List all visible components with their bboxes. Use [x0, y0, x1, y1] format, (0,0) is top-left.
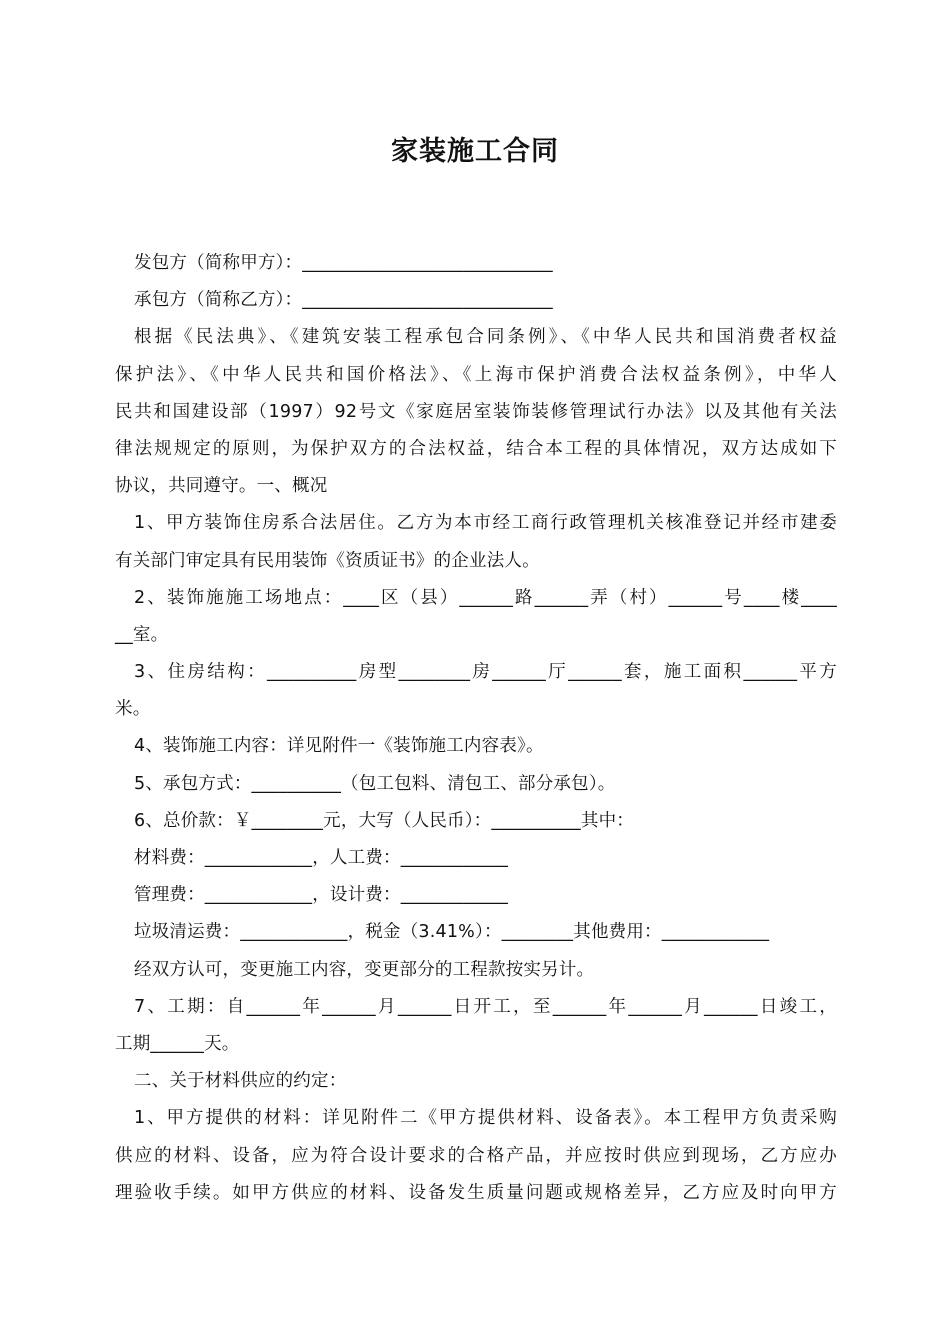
contract-body — [115, 245, 837, 1212]
clause-2-line-2: __室。 — [115, 624, 169, 645]
clause-1-line-2: 有关部门审定具有民用装饰《资质证书》的企业法人。 — [115, 550, 540, 571]
clause-6-line: 6、总价款：￥________元，大写（人民币）：__________其中： — [134, 810, 634, 831]
management-fee-line: 管理费：____________，设计费：____________ — [134, 885, 509, 906]
clause-4-line: 4、装饰施工内容：详见附件一《装饰施工内容表》。 — [134, 736, 544, 757]
clause-2-line-1: 2、装饰施施工场地点：____区（县）______路______弄（村）______号____楼____ — [134, 587, 837, 608]
party-a-line: 发包方（简称甲方）：____________________________ — [134, 253, 553, 273]
clause-1-line-1: 1、甲方装饰住房系合法居住。乙方为本市经工商行政管理机关核准登记并经市建委 — [134, 513, 837, 534]
material-fee-line: 材料费：____________，人工费：____________ — [134, 848, 509, 868]
preamble-line-2: 保护法》、《中华人民共和国价格法》、《上海市保护消费合法权益条例》，中华人 — [115, 364, 837, 385]
clause-5-line: 5、承包方式：__________（包工包料、清包工、部分承包）。 — [134, 773, 616, 794]
clause-7-line-2: 工期______天。 — [115, 1033, 240, 1054]
section-2-heading: 二、关于材料供应的约定： — [134, 1071, 347, 1092]
section-2-clause-1-line-1: 1、甲方提供的材料：详见附件二《甲方提供材料、设备表》。本工程甲方负责采购 — [134, 1108, 837, 1129]
preamble-line-5: 协议，共同遵守。一、概况 — [115, 476, 328, 497]
variation-line: 经双方认可，变更施工内容，变更部分的工程款按实另计。 — [134, 959, 595, 980]
document-title: 家装施工合同 — [391, 136, 559, 167]
preamble-line-3: 民共和国建设部（1997）92号文《家庭居室装饰装修管理试行办法》以及其他有关法 — [115, 401, 837, 422]
section-2-clause-1-line-3: 理验收手续。如甲方供应的材料、设备发生质量问题或规格差异，乙方应及时向甲方 — [115, 1182, 837, 1203]
waste-fee-line: 垃圾清运费：____________，税金（3.41%）：________其他费用：____________ — [134, 922, 770, 943]
clause-7-line-1: 7、工期：自______年______月______日开工，至______年______月______日竣工， — [134, 996, 837, 1017]
preamble-line-1: 根据《民法典》、《建筑安装工程承包合同条例》、《中华人民共和国消费者权益 — [134, 327, 837, 348]
preamble-line-4: 律法规规定的原则，为保护双方的合法权益，结合本工程的具体情况，双方达成如下 — [115, 438, 837, 459]
party-b-line: 承包方（简称乙方）：____________________________ — [134, 290, 553, 311]
clause-3-line-2: 米。 — [115, 699, 151, 720]
section-2-clause-1-line-2: 供应的材料、设备，应为符合设计要求的合格产品，并应按时供应到现场，乙方应办 — [115, 1145, 837, 1166]
clause-3-line-1: 3、住房结构：__________房型________房______厅______套，施工面积______平方 — [134, 662, 837, 683]
